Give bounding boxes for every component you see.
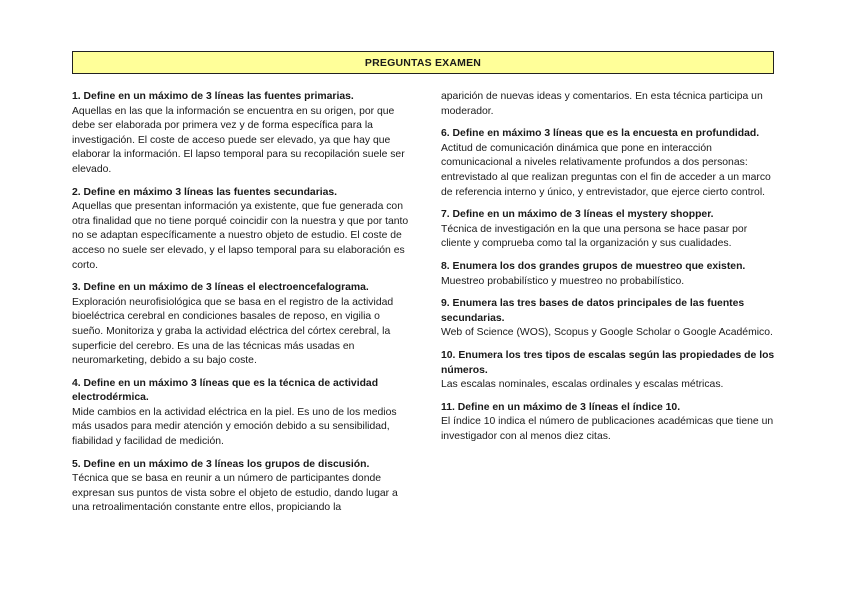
question-block	[72, 377, 410, 450]
question-block	[441, 401, 775, 445]
question-block-continued	[441, 90, 775, 119]
question-block	[441, 349, 775, 393]
question-title: 9. Enumera las tres bases de datos principales de las fuentes secundarias.	[441, 298, 745, 324]
answer-text: Aquellas en las que la información se encuentra en su origen, por que debe ser elaborada por primera vez y de forma específica para la investigación. El coste de acceso puede ser elevado, ya que hay que elaborar la información. El lapso temporal para su recopilación suele ser elevado.	[72, 105, 405, 175]
answer-text: Muestreo probabilístico y muestreo no probabilístico.	[441, 275, 685, 287]
question-title: 11. Define en un máximo de 3 líneas el índice 10.	[441, 401, 681, 413]
question-title: 4. Define en un máximo 3 líneas que es la técnica de actividad electrodérmica.	[72, 377, 379, 404]
question-title: 5. Define en un máximo de 3 líneas los grupos de discusión.	[72, 458, 370, 470]
answer-text: Exploración neurofisiológica que se basa en el registro de la actividad bioeléctrica cerebral en condiciones basales de reposo, en vigilia o sueño. Monitoriza y graba la actividad eléctrica del córtex cerebral, la superficie del cerebro. Es una de las técnicas más usadas en neuromarketing, debido a su bajo coste.	[72, 296, 394, 367]
question-title: 2. Define en máximo 3 líneas las fuentes secundarias.	[72, 186, 338, 198]
question-block	[72, 458, 410, 516]
question-title: 8. Enumera los dos grandes grupos de muestreo que existen.	[441, 260, 746, 272]
question-block	[441, 297, 775, 341]
answer-text: Aquellas que presentan información ya existente, que fue generada con otra finalidad que no tiene porqué coincidir con la nuestra y que por tanto no se adaptan específicamente a nuestro objeto de estudio. El coste de acceso no suele ser elevado, y el lapso temporal para su elaboración es corto.	[72, 201, 409, 271]
question-title: 10. Enumera los tres tipos de escalas según las propiedades de los números.	[441, 349, 775, 376]
question-block	[441, 127, 775, 200]
question-title: 3. Define en un máximo de 3 líneas el electroencefalograma.	[72, 282, 369, 294]
answer-text: Actitud de comunicación dinámica que pone en interacción comunicacional a niveles relativamente profundos a dos personas: entrevistado al que realizan preguntas con el fin de acceder a un marco de referencia interno y único, y entrevistador, que ejerce cierto control.	[441, 142, 771, 198]
answer-text: Web of Science (WOS), Scopus y Google Scholar o Google Académico.	[441, 327, 773, 339]
question-title: 6. Define en máximo 3 líneas que es la encuesta en profundidad.	[441, 128, 760, 140]
page-title: PREGUNTAS EXAMEN	[364, 56, 482, 69]
page-title-banner	[72, 51, 774, 74]
answer-text: El índice 10 indica el número de publicaciones académicas que tiene un investigador con al menos diez citas.	[441, 416, 774, 442]
left-column	[72, 90, 410, 524]
answer-text: aparición de nuevas ideas y comentarios. En esta técnica participa un moderador.	[441, 91, 763, 117]
question-block	[72, 90, 410, 178]
answer-text: Técnica de investigación en la que una persona se hace pasar por cliente y comprueba como tal la organización y sus cualidades.	[441, 223, 748, 250]
right-column	[441, 90, 775, 452]
question-block	[441, 208, 775, 252]
question-title: 1. Define en un máximo de 3 líneas las fuentes primarias.	[72, 91, 354, 102]
question-block	[72, 186, 410, 274]
answer-text: Las escalas nominales, escalas ordinales y escalas métricas.	[441, 379, 724, 391]
answer-text: Técnica que se basa en reunir a un número de participantes donde expresan sus puntos de vista sobre el objeto de estudio, dando lugar a una retroalimentación constante entre ellos, propiciando la	[72, 473, 398, 514]
question-title: 7. Define en un máximo de 3 líneas el mystery shopper.	[441, 209, 714, 221]
question-block	[441, 260, 775, 289]
question-block	[72, 281, 410, 369]
answer-text: Mide cambios en la actividad eléctrica en la piel. Es uno de los medios más usados para medir atención y emoción debido a su sensibilidad, fiabilidad y facilidad de medición.	[72, 406, 397, 448]
